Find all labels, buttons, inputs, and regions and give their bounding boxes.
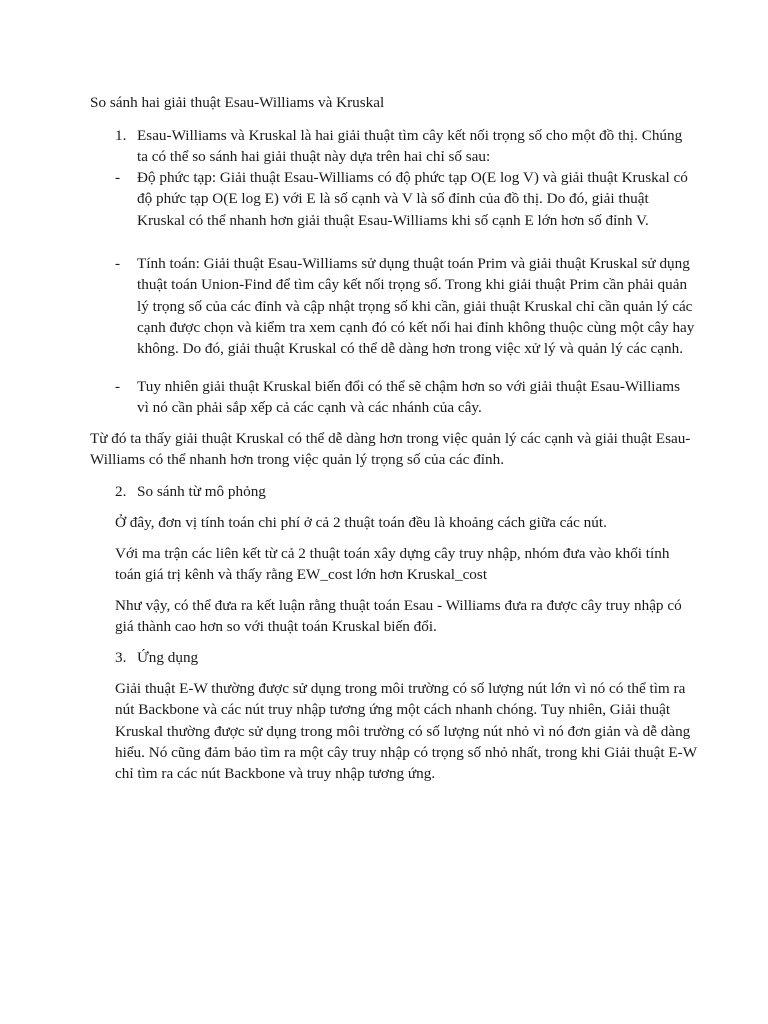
bullet-marker: - [115, 169, 121, 186]
section-3-heading [115, 647, 198, 668]
section-1-number: 1. [115, 127, 127, 144]
section-2-heading [115, 481, 266, 502]
bullet-complexity-text: Độ phức tạp: Giải thuật Esau-Williams có độ phức tạp O(E log V) và giải thuật Kruskal có độ phức tạp O(E log E) với E là số cạnh và V là số đỉnh của đồ thị. Do đó, giải thuật Kruskal có thể nhanh hơn giải thuật Esau-Williams khi số cạnh E lớn hơn số đỉnh V. [137, 169, 688, 229]
section-3-number: 3. [115, 649, 127, 666]
document-title: So sánh hai giải thuật Esau-Williams và Kruskal [90, 94, 385, 111]
section-1-conclusion: Từ đó ta thấy giải thuật Kruskal có thể dễ dàng hơn trong việc quản lý các cạnh và giải thuật Esau-Williams có thể nhanh hơn trong việc quản lý trọng số của các đỉnh. [90, 430, 691, 469]
bullet-complexity [115, 167, 695, 231]
bullet-however-text: Tuy nhiên giải thuật Kruskal biến đổi có thể sẽ chậm hơn so với giải thuật Esau-Williams vì nó cần phải sắp xếp cả các cạnh và các nhánh của cây. [137, 378, 680, 417]
bullet-marker: - [115, 255, 121, 272]
bullet-however [115, 376, 695, 419]
bullet-marker: - [115, 378, 121, 395]
section-3-paragraph: Giải thuật E-W thường được sử dụng trong môi trường có số lượng nút lớn vì nó có thể tìm ra nút Backbone và các nút truy nhập tương ứng một cách nhanh chóng. Tuy nhiên, Giải thuật Kruskal thường được sử dụng trong môi trường có số lượng nút nhỏ vì nó đơn giản và dễ dàng hiểu. Nó cũng đảm bảo tìm ra một cây truy nhập có trọng số nhỏ nhất, trong khi Giải thuật E-W chỉ tìm ra các nút Backbone và truy nhập tương ứng. [115, 680, 697, 783]
section-2-number: 2. [115, 483, 127, 500]
section-1-intro-text: Esau-Williams và Kruskal là hai giải thuật tìm cây kết nối trọng số cho một đồ thị. Chúng ta có thể so sánh hai giải thuật này dựa trên hai chỉ số sau: [137, 127, 683, 166]
bullet-computation-text: Tính toán: Giải thuật Esau-Williams sử dụng thuật toán Prim và giải thuật Kruskal sử dụng thuật toán Union-Find để tìm cây kết nối trọng số. Trong khi giải thuật Prim cần phải quản lý trọng số của các đỉnh và cập nhật trọng số khi cần, giải thuật Kruskal chỉ cần quản lý các cạnh được chọn và kiểm tra xem cạnh đó có kết nối hai đỉnh không thuộc cùng một cây hay không. Do đó, giải thuật Kruskal có thể dễ dàng hơn trong việc xử lý và quản lý các cạnh. [137, 255, 695, 358]
section-2-paragraph-1: Ở đây, đơn vị tính toán chi phí ở cả 2 thuật toán đều là khoảng cách giữa các nút. [115, 514, 607, 531]
section-1-intro [115, 125, 695, 168]
bullet-computation [115, 253, 695, 359]
section-2-paragraph-3: Như vậy, có thể đưa ra kết luận rằng thuật toán Esau - Williams đưa ra được cây truy nhập có giá thành cao hơn so với thuật toán Kruskal biến đổi. [115, 597, 682, 636]
section-3-title: Ứng dụng [137, 649, 199, 666]
section-2-paragraph-2: Với ma trận các liên kết từ cả 2 thuật toán xây dựng cây truy nhập, nhóm đưa vào khối tính toán giá trị kênh và thấy rằng EW_cost lớn hơn Kruskal_cost [115, 545, 670, 584]
section-2-title: So sánh từ mô phỏng [137, 483, 266, 500]
